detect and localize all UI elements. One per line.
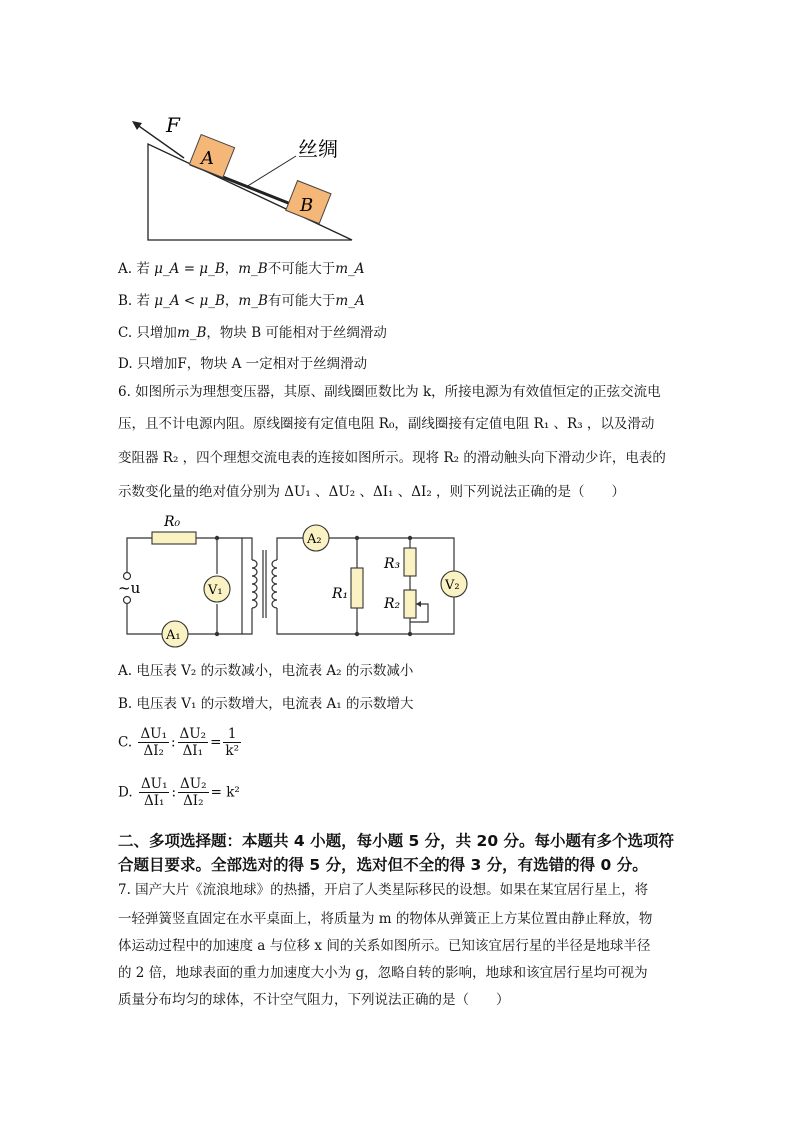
q5-option-d: D. 只增加F，物块 A 一定相对于丝绸滑动: [118, 356, 368, 372]
q7-line-3: 体运动过程中的加速度 a 与位移 x 间的关系如图所示。已知该宜居行星的半径是地球半径: [118, 938, 651, 954]
block-a-label: A: [201, 148, 214, 169]
wire: [242, 538, 252, 560]
junction-dot: [215, 536, 219, 540]
wire: [127, 538, 152, 572]
fraction: $\frac{\text{ΔU₁}}{\text{ΔI₂}}$: [140, 726, 167, 759]
junction-dot: [355, 632, 359, 636]
resistor-r3: [404, 548, 416, 576]
junction-dot: [408, 632, 412, 636]
q6-line-2: 压，且不计电源内阻。原线圈接有定值电阻 R₀，副线圈接有定值电阻 R₁ 、R₃ ，以及滑动: [118, 416, 655, 432]
q6-option-b: B. 电压表 V₁ 的示数增大，电流表 A₁ 的示数增大: [118, 696, 414, 712]
junction-dot: [355, 536, 359, 540]
rheostat-r2: [404, 590, 416, 618]
section-heading-line-2: 合题目要求。全部选对的得 5 分，选对但不全的得 3 分，有选错的得 0 分。: [118, 856, 648, 874]
junction-dot: [215, 632, 219, 636]
silk-pointer: [246, 156, 296, 187]
q7-line-4: 的 2 倍，地球表面的重力加速度大小为 g，忽略自转的影响，地球和该宜居行星均可视为: [118, 965, 648, 981]
resistor-r0: [152, 532, 196, 544]
wire: [242, 608, 252, 634]
force-label: F: [166, 113, 180, 137]
junction-dot: [408, 536, 412, 540]
silk-label: 丝绸: [298, 137, 338, 161]
fraction: $\frac{1}{\text{k²}}$: [225, 726, 239, 759]
r2-label: R₂: [384, 596, 401, 612]
q7-line-2: 一轻弹簧竖直固定在水平桌面上，将质量为 m 的物体从弹簧正上方某位置由静止释放，物: [118, 911, 653, 927]
q7-line-5: 质量分布均匀的球体，不计空气阻力，下列说法正确的是（ ）: [118, 992, 510, 1008]
q5-option-b: B. 若 μ_A < μ_B，m_B有可能大于m_A: [118, 293, 365, 309]
q6-line-4: 示数变化量的绝对值分别为 ΔU₁ 、ΔU₂ 、ΔI₁ 、ΔI₂ ，则下列说法正确的是（ ）: [118, 484, 626, 500]
fraction: $\frac{\text{ΔU₁}}{\text{ΔI₁}}$: [140, 776, 168, 809]
a2-label: A₂: [307, 532, 322, 547]
q7-line-1: 7. 国产大片《流浪地球》的热播，开启了人类星际移民的设想。如果在某宜居行星上，将: [118, 882, 649, 898]
q6-option-c: C. $\frac{\text{ΔU₁}}{\text{ΔI₂}}$ : $\frac{\text{ΔU₂}}{\text{ΔI₁}}$ = $\frac{1}{\text{k²}}$: [118, 726, 239, 759]
block-b-label: B: [300, 195, 314, 216]
resistor-r1: [351, 568, 363, 608]
r3-label: R₃: [384, 556, 401, 572]
a1-label: A₁: [166, 628, 181, 643]
q6-line-1: 6. 如图所示为理想变压器，其原、副线圈匝数比为 k，所接电源为有效值恒定的正弦交流电: [118, 384, 661, 400]
q5-option-a: A. 若 μ_A = μ_B，m_B不可能大于m_A: [118, 261, 365, 277]
transformer-circuit: [112, 510, 472, 650]
r1-label: R₁: [332, 586, 349, 602]
source-terminal: [124, 597, 131, 604]
q6-line-3: 变阻器 R₂ ，四个理想交流电表的连接如图所示。现将 R₂ 的滑动触头向下滑动少许，电表的: [118, 450, 666, 466]
primary-coil: [252, 560, 257, 608]
q6-option-d: D. $\frac{\text{ΔU₁}}{\text{ΔI₁}}$ : $\frac{\text{ΔU₂}}{\text{ΔI₂}}$ = k²: [118, 776, 240, 809]
source-label: ~u: [118, 579, 141, 597]
slider-arrow: [416, 601, 421, 607]
v2-label: V₂: [445, 578, 460, 593]
incline-figure: [120, 108, 370, 248]
fraction: $\frac{\text{ΔU₂}}{\text{ΔI₁}}$: [179, 726, 207, 759]
v1-label: V₁: [208, 583, 223, 598]
fraction: $\frac{\text{ΔU₂}}{\text{ΔI₂}}$: [180, 776, 207, 809]
force-arrowhead: [132, 121, 142, 130]
q6-option-a: A. 电压表 V₂ 的示数减小，电流表 A₂ 的示数减小: [118, 663, 414, 679]
q5-option-c: C. 只增加m_B，物块 B 可能相对于丝绸滑动: [118, 325, 387, 341]
section-heading-line-1: 二、多项选择题：本题共 4 小题，每小题 5 分，共 20 分。每小题有多个选项符: [118, 832, 675, 850]
r0-label: R₀: [164, 514, 181, 530]
wire: [277, 538, 304, 560]
secondary-coil: [272, 560, 277, 608]
